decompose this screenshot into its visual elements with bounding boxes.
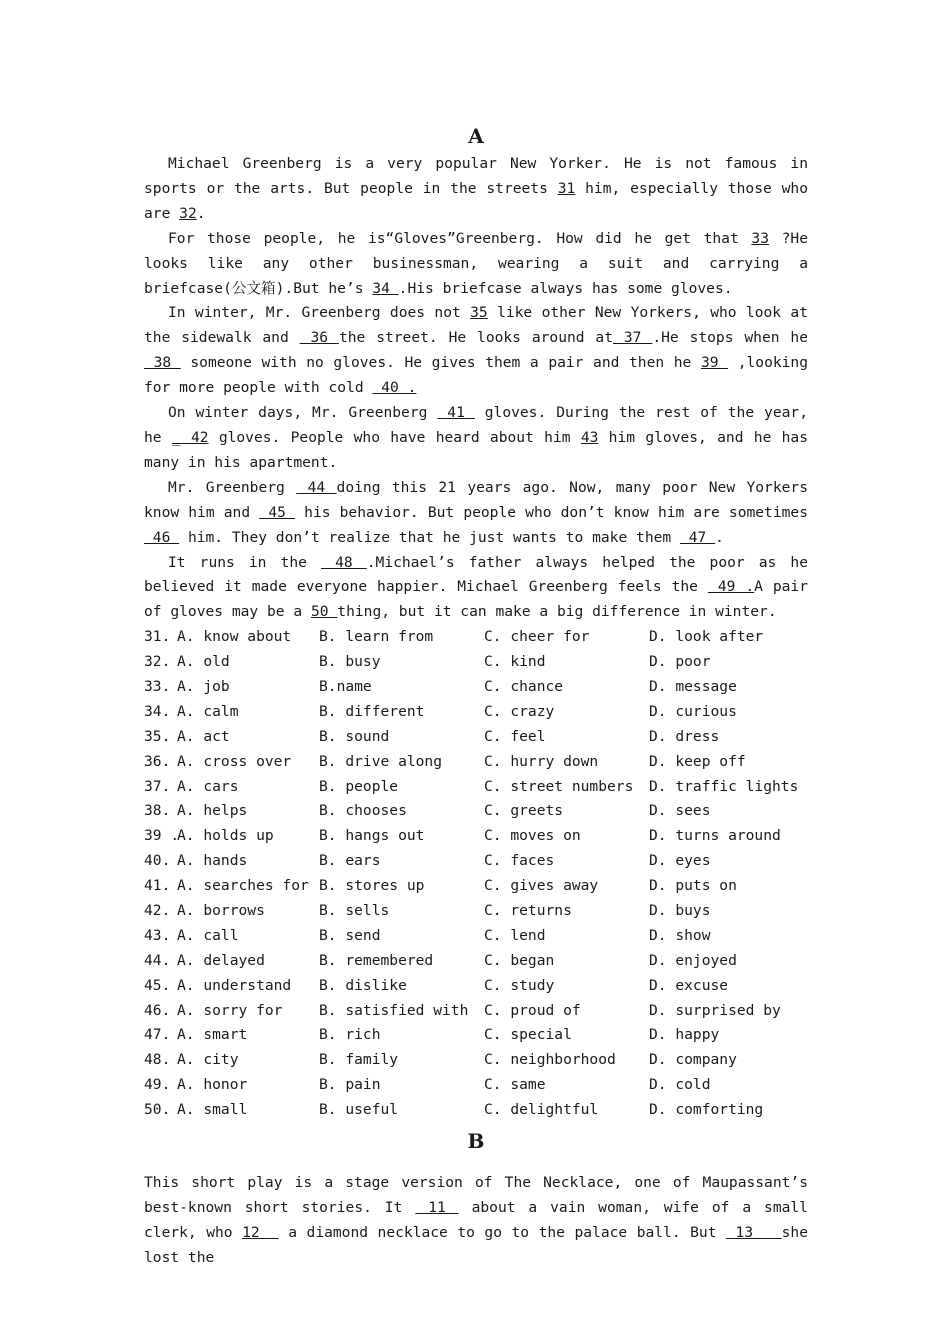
- option-b: B. chooses: [319, 802, 407, 820]
- question-number: 41.: [144, 877, 171, 895]
- question-number: 32.: [144, 653, 171, 671]
- blank-50: 50: [310, 603, 338, 621]
- option-a: A. smart: [177, 1026, 248, 1044]
- option-row: [144, 1073, 808, 1098]
- option-c: C. kind: [484, 653, 546, 671]
- option-b: B. family: [319, 1051, 399, 1069]
- option-a: A. old: [177, 653, 230, 671]
- option-c: C. same: [484, 1076, 546, 1094]
- blank-46: 46: [144, 528, 180, 546]
- blank-41: 41: [437, 404, 475, 422]
- option-d: D. sees: [649, 802, 711, 820]
- option-b: B. people: [319, 777, 399, 795]
- option-c: C. gives away: [484, 877, 599, 895]
- question-number: 46.: [144, 1001, 171, 1019]
- option-a: A. honor: [177, 1076, 248, 1094]
- option-d: D. dress: [649, 727, 720, 745]
- option-row: [144, 874, 808, 899]
- option-d: D. show: [649, 926, 711, 944]
- option-d: D. keep off: [649, 752, 746, 770]
- question-number: 43.: [144, 926, 171, 944]
- text: him. They don’t realize that he just wants to make them: [179, 528, 680, 546]
- blank-34: 34: [372, 279, 399, 297]
- option-b: B. learn from: [319, 628, 434, 646]
- text: like other New Yorkers, who look at the sidewalk and: [144, 304, 808, 347]
- option-d: D. traffic lights: [649, 777, 799, 795]
- text: Michael Greenberg is a very popular New Yorker. He is not famous in sports or the arts. But people in the streets: [144, 155, 808, 197]
- option-a: A. delayed: [177, 951, 265, 969]
- text: .: [715, 528, 724, 546]
- option-b: B. satisfied with: [319, 1001, 469, 1019]
- passage-b-paragraph-1: [144, 1171, 808, 1271]
- question-number: 34.: [144, 702, 171, 720]
- option-c: C. street numbers: [484, 777, 634, 795]
- option-d: D. enjoyed: [649, 951, 737, 969]
- passage-a-paragraph-1: [144, 152, 808, 227]
- option-a: A. holds up: [177, 827, 274, 845]
- blank-35: 35: [470, 304, 488, 322]
- option-c: C. faces: [484, 852, 555, 870]
- blank-45: 45: [259, 503, 296, 521]
- option-b: B. busy: [319, 653, 381, 671]
- blank-33: 33: [751, 229, 769, 247]
- text: Mr. Greenberg: [168, 478, 297, 496]
- option-d: D. turns around: [649, 827, 781, 845]
- option-c: C. feel: [484, 727, 546, 745]
- blank-12: 12: [242, 1223, 279, 1241]
- option-a: A. borrows: [177, 902, 265, 920]
- text: gloves. During the rest of the year, he: [144, 404, 808, 446]
- question-number: 39 .: [144, 827, 180, 845]
- option-a: A. call: [177, 926, 239, 944]
- option-row: [144, 1048, 808, 1073]
- blank-32: 32: [179, 204, 197, 222]
- option-a: A. helps: [177, 802, 248, 820]
- blank-44: 44: [296, 478, 337, 496]
- text: his behavior. But people who don’t know him are sometimes: [295, 503, 808, 521]
- question-number: 37.: [144, 777, 171, 795]
- option-c: C. lend: [484, 926, 546, 944]
- option-a: A. act: [177, 727, 230, 745]
- option-b: B. different: [319, 702, 425, 720]
- option-b: B. stores up: [319, 877, 425, 895]
- question-number: 45.: [144, 976, 171, 994]
- option-d: D. buys: [649, 902, 711, 920]
- option-row: [144, 700, 808, 725]
- option-d: D. puts on: [649, 877, 737, 895]
- text: It runs in the: [168, 553, 321, 571]
- blank-42: _ 42: [171, 428, 209, 446]
- answer-options-list: [144, 625, 808, 1123]
- option-c: C. study: [484, 976, 555, 994]
- option-row: [144, 924, 808, 949]
- text: she lost the: [144, 1223, 808, 1266]
- option-a: A. city: [177, 1051, 239, 1069]
- option-c: C. cheer for: [484, 628, 590, 646]
- option-c: C. returns: [484, 902, 572, 920]
- question-number: 36.: [144, 752, 171, 770]
- text: ,looking for more people with cold: [144, 354, 808, 397]
- option-b: B. dislike: [319, 976, 407, 994]
- blank-37: 37: [613, 329, 653, 347]
- text: .He stops when he: [652, 329, 808, 347]
- option-b: B.name: [319, 678, 372, 695]
- option-row: [144, 1098, 808, 1123]
- text: a diamond necklace to go to the palace ball. But: [278, 1223, 727, 1241]
- question-number: 31.: [144, 628, 171, 646]
- option-d: D. poor: [649, 653, 711, 671]
- option-row: [144, 775, 808, 800]
- option-row: [144, 650, 808, 675]
- question-number: 44.: [144, 951, 171, 969]
- option-d: D. excuse: [649, 976, 729, 994]
- option-d: D. cold: [649, 1076, 711, 1094]
- worksheet-page: [144, 120, 808, 1271]
- option-a: A. job: [177, 678, 230, 695]
- question-number: 50.: [144, 1101, 171, 1119]
- option-c: C. neighborhood: [484, 1051, 616, 1069]
- option-b: B. hangs out: [319, 827, 425, 845]
- option-d: D. surprised by: [649, 1001, 781, 1019]
- option-a: A. know about: [177, 628, 292, 646]
- option-b: B. drive along: [319, 752, 443, 770]
- text: gloves. People who have heard about him: [208, 428, 581, 446]
- option-d: D. eyes: [649, 852, 711, 870]
- question-number: 47.: [144, 1026, 171, 1044]
- option-c: C. delightful: [484, 1101, 599, 1119]
- option-c: C. special: [484, 1026, 572, 1044]
- option-d: D. message: [649, 678, 737, 695]
- option-d: D. happy: [649, 1026, 720, 1044]
- option-a: A. searches for: [177, 877, 309, 895]
- option-row: [144, 974, 808, 999]
- text: A pair of gloves may be a: [144, 578, 808, 621]
- text: him gloves, and he has many in his apartment.: [144, 428, 808, 471]
- option-c: C. began: [484, 951, 555, 969]
- option-c: C. hurry down: [484, 752, 599, 770]
- option-c: C. proud of: [484, 1001, 581, 1019]
- question-number: 42.: [144, 902, 171, 920]
- option-row: [144, 949, 808, 974]
- option-b: B. ears: [319, 852, 381, 870]
- option-b: B. sells: [319, 902, 390, 920]
- blank-31: 31: [557, 179, 576, 197]
- text: ?He looks like any other businessman, wearing a suit and carrying a briefcase(公文箱).But he’s: [144, 229, 808, 297]
- option-d: D. curious: [649, 702, 737, 720]
- blank-13: 13: [726, 1223, 782, 1241]
- option-a: A. calm: [177, 702, 239, 720]
- question-number: 49.: [144, 1076, 171, 1094]
- option-c: C. moves on: [484, 827, 581, 845]
- blank-49: 49 .: [707, 578, 755, 596]
- option-row: [144, 849, 808, 874]
- option-a: A. cross over: [177, 752, 292, 770]
- option-c: C. crazy: [484, 702, 555, 720]
- option-row: [144, 999, 808, 1024]
- text: On winter days, Mr. Greenberg: [168, 404, 438, 422]
- option-row: [144, 625, 808, 650]
- text: him, especially those who are: [144, 179, 808, 222]
- text: the street. He looks around at: [338, 329, 614, 347]
- option-d: D. look after: [649, 628, 764, 646]
- blank-48: 48: [321, 553, 367, 571]
- blank-38: 38: [144, 354, 181, 372]
- option-row: [144, 750, 808, 775]
- option-b: B. useful: [319, 1101, 399, 1119]
- option-a: A. small: [177, 1101, 248, 1119]
- option-b: B. sound: [319, 727, 390, 745]
- passage-a-paragraph-3: [144, 301, 808, 401]
- text: In winter, Mr. Greenberg does not: [168, 304, 471, 322]
- text: someone with no gloves. He gives them a pair and then he: [180, 354, 701, 372]
- option-row: [144, 675, 808, 700]
- option-row: [144, 725, 808, 750]
- question-number: 35.: [144, 727, 171, 745]
- blank-36: 36: [299, 329, 339, 347]
- text: doing this 21 years ago. Now, many poor New Yorkers know him and: [144, 478, 808, 521]
- option-a: A. sorry for: [177, 1001, 283, 1019]
- option-a: A. understand: [177, 976, 292, 994]
- option-b: B. remembered: [319, 951, 434, 969]
- question-number: 48.: [144, 1051, 171, 1069]
- text: thing, but it can make a big difference in winter.: [337, 603, 777, 621]
- option-a: A. hands: [177, 852, 248, 870]
- option-c: C. greets: [484, 802, 564, 820]
- blank-43: 43: [580, 428, 599, 446]
- text: .Michael’s father always helped the poor as he believed it made everyone happier. Michael Greenberg feels the: [144, 553, 809, 596]
- option-d: D. comforting: [649, 1101, 764, 1119]
- passage-a-paragraph-5: [144, 476, 808, 551]
- option-a: A. cars: [177, 777, 239, 795]
- blank-47: 47: [679, 528, 716, 546]
- question-number: 40.: [144, 852, 171, 870]
- text: This short play is a stage version of The Necklace, one of Maupassant’s best-known short stories. It: [144, 1174, 808, 1216]
- section-a-title: A: [468, 124, 484, 148]
- text: .His briefcase always has some gloves.: [398, 279, 733, 297]
- blank-11: 11: [415, 1198, 459, 1216]
- passage-a-paragraph-2: [144, 227, 808, 302]
- option-row: [144, 799, 808, 824]
- option-b: B. send: [319, 926, 381, 944]
- blank-40: 40 .: [372, 379, 417, 397]
- option-b: B. rich: [319, 1026, 381, 1044]
- text: .: [196, 204, 206, 222]
- option-row: [144, 1023, 808, 1048]
- question-number: 38.: [144, 802, 171, 820]
- text: about a vain woman, wife of a small clerk, who: [144, 1198, 808, 1241]
- option-row: [144, 824, 808, 849]
- section-b-title: B: [467, 1129, 485, 1154]
- option-c: C. chance: [484, 678, 564, 695]
- passage-a-paragraph-4: [144, 401, 808, 476]
- passage-a-paragraph-6: [144, 551, 808, 626]
- option-d: D. company: [649, 1051, 737, 1069]
- text: For those people, he is“Gloves”Greenberg. How did he get that: [168, 229, 752, 247]
- option-b: B. pain: [319, 1076, 381, 1094]
- blank-39: 39: [700, 354, 729, 372]
- question-number: 33.: [144, 678, 171, 695]
- option-row: [144, 899, 808, 924]
